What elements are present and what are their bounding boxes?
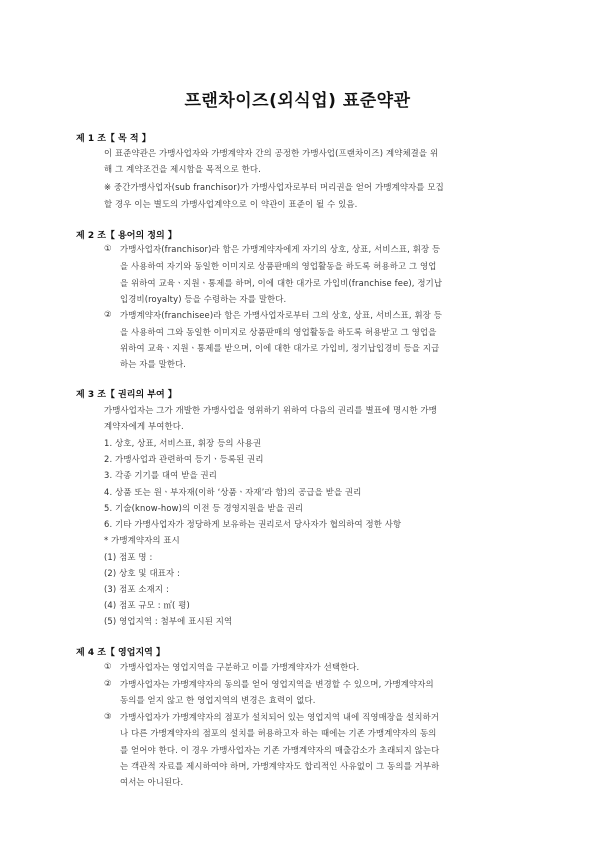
item-marker: ① [104, 243, 112, 253]
article-1-note-line: ※ 중간가맹사업자(sub franchisor)가 가맹사업자로부터 머리권을 얻어 가맹계약자를 모집 [104, 182, 444, 192]
article-4-heading: 제 4 조【 영업지역 】 [76, 648, 165, 658]
item-marker: ② [104, 309, 112, 319]
article-3-list-item: 6. 기타 가맹사업자가 정당하게 보유하는 권리로서 당사자가 협의하여 정한 사항 [104, 519, 402, 529]
article-2-item-1-line: 입경비(royalty) 등을 수령하는 자를 말한다. [120, 294, 287, 304]
article-2-item-1-line: 가맹사업자(franchisor)라 함은 가맹계약자에게 자기의 상호, 상표, 서비스표, 휘장 등 [120, 244, 441, 254]
item-marker: ② [104, 678, 112, 688]
article-4-item-3-line: 는 객관적 자료를 제시하여야 하며, 가맹계약자도 합리적인 사유없이 그 동의를 거부하 [120, 761, 440, 771]
franchisee-field: (1) 점포 명 : [104, 552, 153, 562]
article-1-note-line: 할 경우 이는 별도의 가맹사업계약으로 이 약관이 표준이 될 수 있음. [104, 199, 358, 209]
article-3-list-item: 2. 가맹사업과 관련하여 등기ㆍ등록된 권리 [104, 454, 264, 464]
article-4-item-3-line: 가맹사업자가 가맹계약자의 점포가 설치되어 있는 영업지역 내에 직영매장을 설치하거 [120, 712, 440, 722]
article-2-item-2-line: 위하여 교육ㆍ지원ㆍ통제를 받으며, 이에 대한 대가로 가입비, 정기납입경비 등을 지급 [120, 343, 440, 353]
article-4-item-3-line: 를 얻어야 한다. 이 경우 가맹사업자는 기존 가맹계약자의 매출감소가 초래되지 않는다 [120, 745, 440, 755]
article-3-list-item: 3. 각종 기기를 대여 받을 권리 [104, 470, 217, 480]
article-2-item-2-line: 가맹계약자(franchisee)라 함은 가맹사업자로부터 그의 상호, 상표, 서비스표, 휘장 등 [120, 310, 442, 320]
article-3-line: 가맹사업자는 그가 개발한 가맹사업을 영위하기 위하여 다음의 권리를 별표에 명시한 가맹 [104, 405, 438, 415]
article-3-line: 계약자에게 부여한다. [104, 421, 184, 431]
article-3-note-line: * 가맹계약자의 표시 [104, 535, 180, 545]
article-2-item-2-line: 하는 자를 말한다. [120, 359, 187, 369]
article-4-item-3-line: 여서는 아니된다. [120, 777, 184, 787]
article-4-item-2-line: 동의를 얻지 않고 한 영업지역의 변경은 효력이 없다. [120, 695, 316, 705]
franchisee-field: (4) 점포 규모 : ㎡( 평) [104, 600, 190, 610]
article-4-item-1-line: 가맹사업자는 영업지역을 구분하고 이를 가맹계약자가 선택한다. [120, 662, 360, 672]
franchisee-field: (2) 상호 및 대표자 : [104, 568, 180, 578]
franchisee-field: (5) 영업지역 : 첨부에 표시된 지역 [104, 616, 233, 626]
item-marker: ③ [104, 711, 112, 721]
article-2-item-1-line: 을 사용하여 자기와 동일한 이미지로 상품판매의 영업활동을 하도록 허용하고 그 영업 [120, 261, 437, 271]
document-title: 프랜차이즈(외식업) 표준약관 [184, 91, 411, 111]
article-2-item-2-line: 을 사용하여 그와 동일한 이미지로 상품판매의 영업활동을 하도록 허용받고 그 영업을 [120, 327, 437, 337]
article-3-list-item: 1. 상호, 상표, 서비스표, 휘장 등의 사용권 [104, 438, 262, 448]
article-3-list-item: 4. 상품 또는 원ㆍ부자재(이하 ‘상품ㆍ자재’라 함)의 공급을 받을 권리 [104, 487, 362, 497]
article-3-list-item: 5. 기술(know-how)의 이전 등 경영지원을 받을 권리 [104, 503, 304, 513]
article-1-heading: 제 1 조【 목 적 】 [76, 134, 151, 144]
article-2-item-1-line: 을 위하여 교육ㆍ지원ㆍ통제를 하며, 이에 대한 대가로 가입비(franchise fee), 정기납 [120, 278, 443, 288]
franchisee-field: (3) 점포 소재지 : [104, 584, 169, 594]
article-2-heading: 제 2 조【 용어의 정의 】 [76, 231, 177, 241]
article-4-item-2-line: 가맹사업자는 가맹계약자의 동의를 얻어 영업지역을 변경할 수 있으며, 가맹계약자의 [120, 679, 434, 689]
article-3-heading: 제 3 조【 권리의 부여 】 [76, 390, 177, 400]
article-1-line: 이 표준약관은 가맹사업자와 가맹계약자 간의 공정한 가맹사업(프랜차이즈) 계약체결을 위 [104, 148, 439, 158]
item-marker: ① [104, 661, 112, 671]
article-4-item-3-line: 나 다른 가맹계약자의 점포의 설치를 허용하고자 하는 때에는 기존 가맹계약자의 동의 [120, 728, 437, 738]
article-1-line: 해 그 계약조건을 제시함을 목적으로 한다. [104, 164, 261, 174]
